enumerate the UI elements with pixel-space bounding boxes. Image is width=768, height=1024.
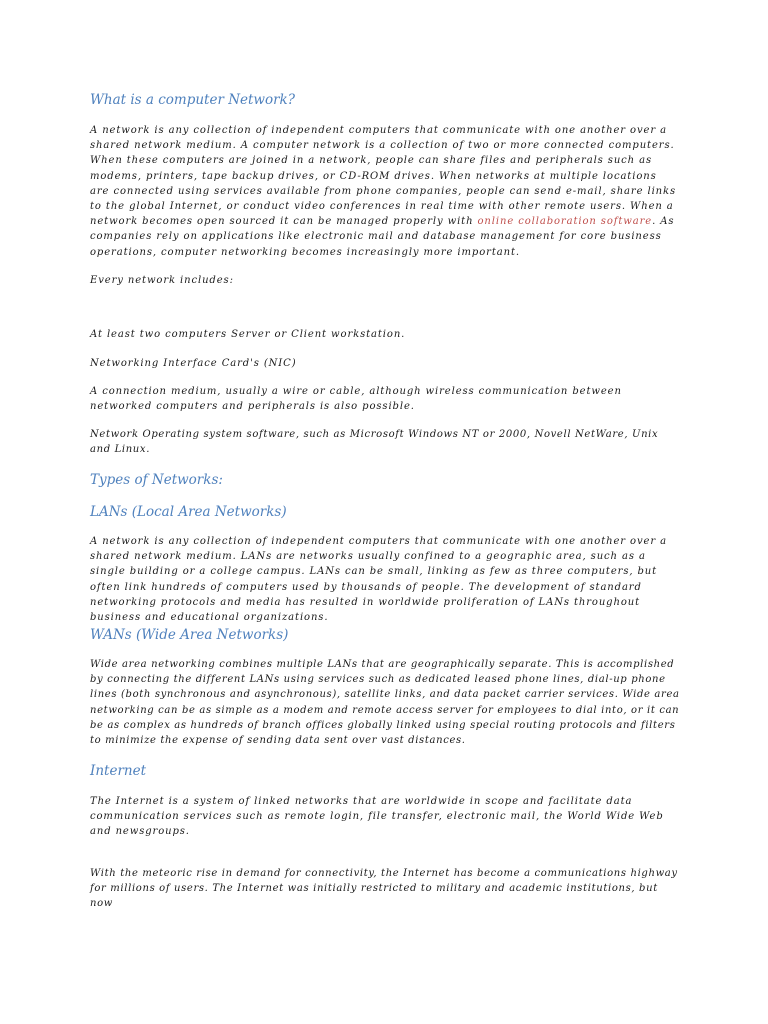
heading-internet: Internet bbox=[90, 763, 147, 779]
wans-paragraph: Wide area networking combines multiple LANs that are geographically separate. This is accomplished by connecting the different LANs using services such as dedicated leased phone lines, dial-up phone lines (both synchronous and asynchronous), satellite links, and data packet carrier services. Wide area networking can be as simple as a modem and remote access server for employees to dial into, or it can be as complex as hundreds of branch offices globally linked using special routing protocols and filters to minimize the expense of sending data sent over vast distances. bbox=[90, 659, 680, 747]
online-collaboration-link[interactable]: online collaboration software bbox=[477, 216, 653, 228]
heading-lans: LANs (Local Area Networks) bbox=[90, 504, 287, 520]
list-item: A connection medium, usually a wire or cable, although wireless communication between networked computers and peripherals is also possible. bbox=[90, 386, 622, 413]
heading-what-is-network: What is a computer Network? bbox=[90, 92, 295, 108]
list-item: At least two computers Server or Client workstation. bbox=[90, 329, 406, 340]
intro-text-after-link: . As companies rely on applications like electronic mail and database management for core business operations, computer networking becomes increasingly more important. bbox=[90, 216, 675, 258]
lans-paragraph: A network is any collection of independent computers that communicate with one another over a shared network medium. LANs are networks usually confined to a geographic area, such as a single building or a college campus. LANs can be small, linking as few as three computers, but often link hundreds of computers used by thousands of people. The development of standard networking protocols and media has resulted in worldwide proliferation of LANs throughout business and educational organizations. bbox=[90, 536, 667, 624]
heading-types-of-networks: Types of Networks: bbox=[90, 472, 223, 488]
list-item: Network Operating system software, such as Microsoft Windows NT or 2000, Novell NetWare, Unix and Linux. bbox=[90, 429, 659, 456]
includes-label: Every network includes: bbox=[90, 275, 234, 286]
intro-text-before-link: A network is any collection of independent computers that communicate with one another over a shared network medium. A computer network is a collection of two or more connected computers. When these computers are joined in a network, people can share files and peripherals such as modems, printers, tape backup drives, or CD-ROM drives. When networks at multiple locations are connected using services available from phone companies, people can send e-mail, share links to the global Internet, or conduct video conferences in real time with other remote users. When a network becomes open sourced it can be managed properly with bbox=[90, 125, 676, 228]
internet-paragraph: The Internet is a system of linked networks that are worldwide in scope and facilitate data communication services such as remote login, file transfer, electronic mail, the World Wide Web and newsgroups. bbox=[90, 796, 664, 838]
intro-paragraph bbox=[90, 123, 680, 260]
internet-paragraph-continued: With the meteoric rise in demand for connectivity, the Internet has become a communications highway for millions of users. The Internet was initially restricted to military and academic institutions, but now bbox=[90, 868, 678, 910]
list-item: Networking Interface Card's (NIC) bbox=[90, 358, 297, 369]
heading-wans: WANs (Wide Area Networks) bbox=[90, 627, 289, 643]
